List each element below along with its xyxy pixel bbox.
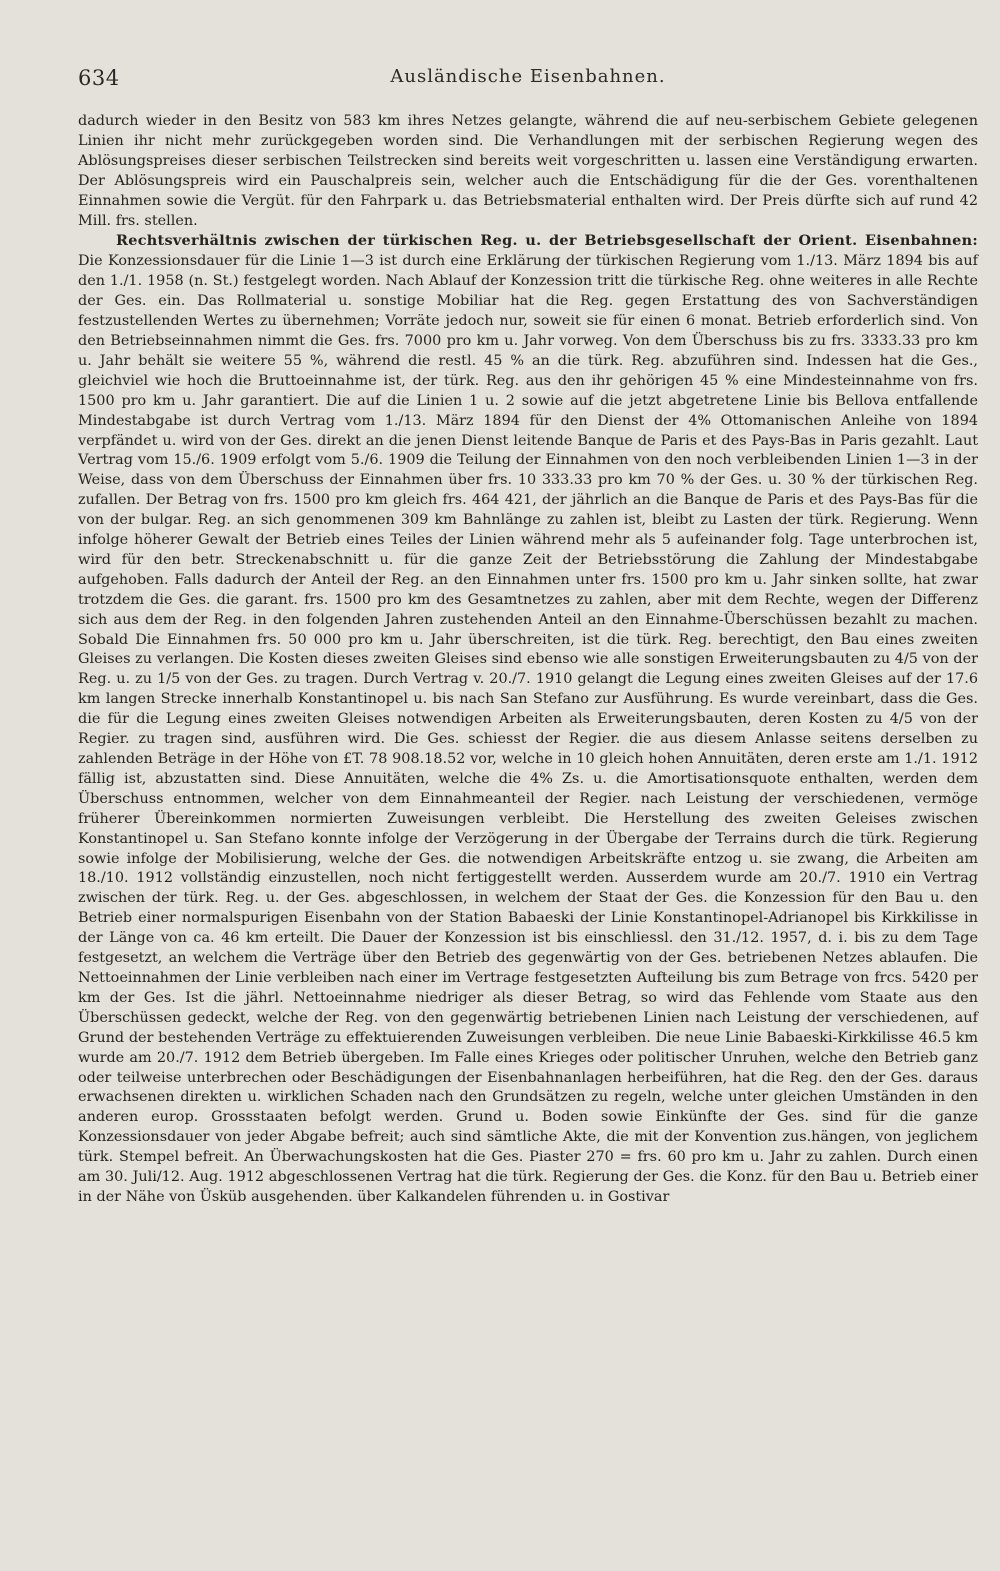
body-text bbox=[78, 112, 978, 1208]
paragraph-text: dadurch wieder in den Besitz von 583 km ihres Netzes gelangte, während die auf neu-serbischem Gebiete gelegenen Linien ihr nicht mehr zurückgegeben worden sind. Die Verhandlungen mit der serbischen Regierung wegen des Ablösungspreises dieser serbischen Teilstrecken sind bereits weit vorgeschritten u. lassen eine Verständigung erwarten. Der Ablösungspreis wird ein Pauschalpreis sein, welcher auch die Entschädigung für die der Ges. vorenthaltenen Einnahmen sowie die Vergüt. für den Fahrpark u. das Betriebsmaterial enthalten wird. Der Preis dürfte sich auf rund 42 Mill. frs. stellen. bbox=[78, 113, 978, 229]
section-heading: Rechtsverhältnis zwischen der türkischen Reg. u. der Betriebsgesellschaft der Orient. Eisenbahnen: bbox=[116, 232, 978, 250]
paragraph bbox=[78, 231, 978, 1207]
page-header bbox=[78, 66, 978, 96]
page-number: 634 bbox=[78, 66, 120, 90]
paragraph bbox=[78, 112, 978, 231]
running-title: Ausländische Eisenbahnen. bbox=[390, 66, 666, 87]
paragraph-text: Die Konzessionsdauer für die Linie 1—3 ist durch eine Erklärung der türkischen Regierung vom 1./13. März 1894 bis auf den 1./1. 1958 (n. St.) festgelegt worden. Nach Ablauf der Konzession tritt die türkische Reg. ohne weiteres in alle Rechte der Ges. ein. Das Rollmaterial u. sonstige Mobiliar hat die Reg. gegen Erstattung des von Sachverständigen festzustellenden Wertes zu übernehmen; Vorräte jedoch nur, soweit sie für einen 6 monat. Betrieb erforderlich sind. Von den Betriebseinnahmen nimmt die Ges. frs. 7000 pro km u. Jahr vorweg. Von dem Überschuss bis zu frs. 3333.33 pro km u. Jahr behält sie weitere 55 %, während die restl. 45 % an die türk. Reg. abzuführen sind. Indessen hat die Ges., gleichviel wie hoch die Bruttoeinnahme ist, der türk. Reg. aus den ihr gehörigen 45 % eine Mindesteinnahme von frs. 1500 pro km u. Jahr garantiert. Die auf die Linien 1 u. 2 sowie auf die jetzt abgetretene Linie bis Bellova entfallende Mindestabgabe ist durch Vertrag vom 1./13. März 1894 für den Dienst der 4% Ottomanischen Anleihe von 1894 verpfändet u. wird von der Ges. direkt an die jenen Dienst leitende Banque de Paris et des Pays-Bas in Paris gezahlt. Laut Vertrag vom 15./6. 1909 erfolgt vom 5./6. 1909 die Teilung der Einnahmen von den noch verbleibenden Linien 1—3 in der Weise, dass von dem Überschuss der Einnahmen über frs. 10 333.33 pro km 70 % der Ges. u. 30 % der türkischen Reg. zufallen. Der Betrag von frs. 1500 pro km gleich frs. 464 421, der jährlich an die Banque de Paris et des Pays-Bas für die von der bulgar. Reg. an sich genommenen 309 km Bahnlänge zu zahlen ist, bleibt zu Lasten der türk. Regierung. Wenn infolge höherer Gewalt der Betrieb eines Teiles der Linien während mehr als 5 aufeinander folg. Tage unterbrochen ist, wird für den betr. Streckenabschnitt u. für die ganze Zeit der Betriebsstörung die Zahlung der Mindestabgabe aufgehoben. Falls dadurch der Anteil der Reg. an den Einnahmen unter frs. 1500 pro km u. Jahr sinken sollte, hat zwar trotzdem die Ges. die garant. frs. 1500 pro km des Gesamtnetzes zu zahlen, aber mit dem Rechte, wegen der Differenz sich aus dem der Reg. in den folgenden Jahren zustehenden Anteil an den Einnahme-Überschüssen bezahlt zu machen. Sobald Die Einnahmen frs. 50 000 pro km u. Jahr überschreiten, ist die türk. Reg. berechtigt, den Bau eines zweiten Gleises zu verlangen. Die Kosten dieses zweiten Gleises sind ebenso wie alle sonstigen Erweiterungsbauten zu 4/5 von der Reg. u. zu 1/5 von der Ges. zu tragen. Durch Vertrag v. 20./7. 1910 gelangt die Legung eines zweiten Gleises auf der 17.6 km langen Strecke innerhalb Konstantinopel u. bis nach San Stefano zur Ausführung. Es wurde vereinbart, dass die Ges. die für die Legung eines zweiten Gleises notwendigen Arbeiten als Erweiterungsbauten, deren Kosten zu 4/5 von der Regier. zu tragen sind, ausführen wird. Die Ges. schiesst der Regier. die aus diesem Anlasse seitens derselben zu zahlenden Beträge in der Höhe von £T. 78 908.18.52 vor, welche in 10 gleich hohen Annuitäten, deren erste am 1./1. 1912 fällig ist, abzustatten sind. Diese Annuitäten, welche die 4% Zs. u. die Amortisationsquote enthalten, werden dem Überschuss entnommen, welcher von dem Einnahmeanteil der Regier. nach Leistung der verschiedenen, vermöge früherer Übereinkommen normierten Zuweisungen verbleibt. Die Herstellung des zweiten Geleises zwischen Konstantinopel u. San Stefano konnte infolge der Verzögerung in der Übergabe der Terrains durch die türk. Regierung sowie infolge der Mobilisierung, welche der Ges. die notwendigen Arbeitskräfte entzog u. sie zwang, die Arbeiten am 18./10. 1912 vollständig einzustellen, noch nicht fertiggestellt werden. Ausserdem wurde am 20./7. 1910 ein Vertrag zwischen der türk. Reg. u. der Ges. abgeschlossen, in welchem der Staat der Ges. die Konzession für den Bau u. den Betrieb einer normalspurigen Eisenbahn von der Station Babaeski der Linie Konstantinopel-Adrianopel bis Kirkkilisse in der Länge von ca. 46 km erteilt. Die Dauer der Konzession ist bis einschliessl. den 31./12. 1957, d. i. bis zu dem Tage festgesetzt, an welchem die Verträge über den Betrieb des gegenwärtig von der Ges. betriebenen Netzes ablaufen. Die Nettoeinnahmen der Linie verbleiben nach einer im Vertrage festgesetzten Aufteilung bis zum Betrage von frcs. 5420 per km der Ges. Ist die jährl. Nettoeinnahme niedriger als dieser Betrag, so wird das Fehlende vom Staate aus den Überschüssen gedeckt, welche der Reg. von den gegenwärtig betriebenen Linien nach Leistung der verschiedenen, auf Grund der bestehenden Verträge zu effektuierenden Zuweisungen verbleiben. Die neue Linie Babaeski-Kirkkilisse 46.5 km wurde am 20./7. 1912 dem Betrieb übergeben. Im Falle eines Krieges oder politischer Unruhen, welche den Betrieb ganz oder teilweise unterbrechen oder Beschädigungen der Eisenbahnanlagen herbeiführen, hat die Reg. den der Ges. daraus erwachsenen direkten u. wirklichen Schaden nach den Grundsätzen zu regeln, welche unter gleichen Umständen in den anderen europ. Grossstaaten befolgt werden. Grund u. Boden sowie Einkünfte der Ges. sind für die ganze Konzessionsdauer von jeder Abgabe befreit; auch sind sämtliche Akte, die mit der Konvention zus.hängen, von jeglichem türk. Stempel befreit. An Überwachungskosten hat die Ges. Piaster 270 = frs. 60 pro km u. Jahr zu zahlen. Durch einen am 30. Juli/12. Aug. 1912 abgeschlossenen Vertrag hat die türk. Regierung der Ges. die Konz. für den Bau u. Betrieb einer in der Nähe von Üsküb ausgehenden. über Kalkandelen führenden u. in Gostivar bbox=[78, 253, 978, 1205]
